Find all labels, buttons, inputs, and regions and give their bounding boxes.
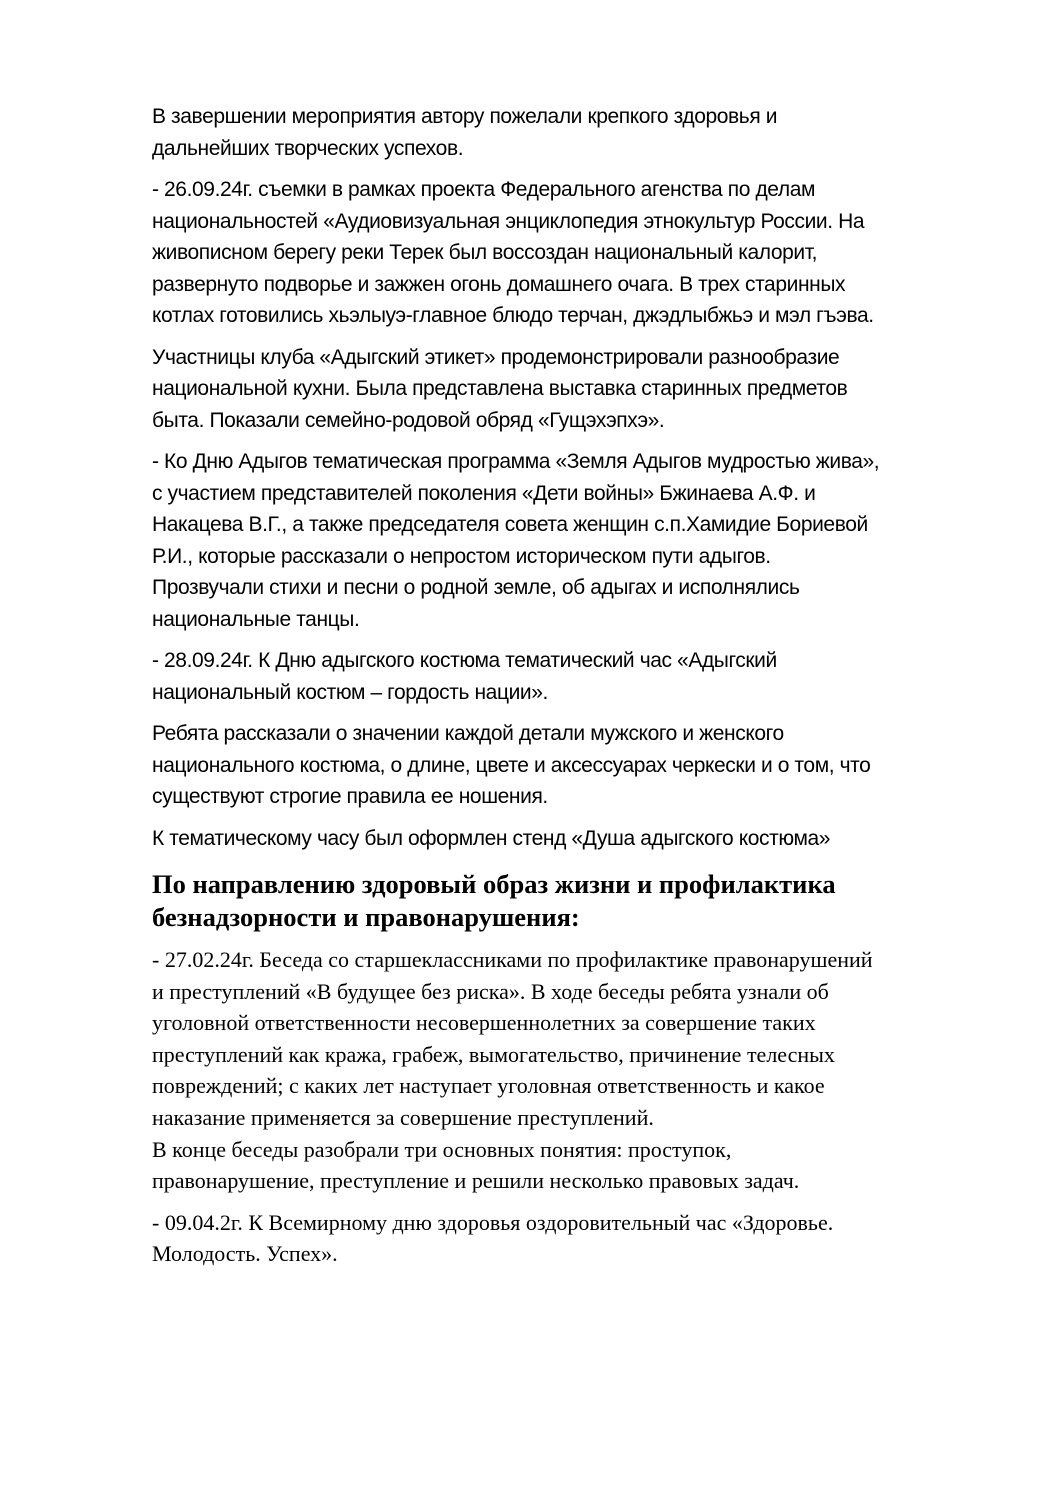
text-line: национального костюма, о длине, цвете и аксессуарах черкески и о том, что bbox=[152, 753, 871, 777]
text-line: быта. Показали семейно-родовой обряд «Гущэхэпхэ». bbox=[152, 408, 665, 432]
heading-line: По направлению здоровый образ жизни и профилактика bbox=[152, 869, 836, 899]
text-line: повреждений; с каких лет наступает уголовная ответственность и какое bbox=[152, 1073, 825, 1099]
text-line: национальной кухни. Была представлена выставка старинных предметов bbox=[152, 377, 848, 400]
text-line: В завершении мероприятия автору пожелали крепкого здоровья и bbox=[152, 105, 778, 128]
text-line: живописном берегу реки Терек был воссоздан национальный калорит, bbox=[152, 241, 818, 264]
text-line: преступлений как кража, грабеж, вымогательство, причинение телесных bbox=[152, 1041, 835, 1067]
heading-line: безнадзорности и правонарушения: bbox=[152, 902, 580, 932]
text-line: развернуто подворье и зажжен огонь домашнего очага. В трех старинных bbox=[152, 272, 846, 296]
text-line: национальный костюм – гордость нации». bbox=[152, 680, 548, 704]
text-line: Р.И., которые рассказали о непростом историческом пути адыгов. bbox=[152, 544, 771, 568]
paragraph-closing-wishes bbox=[152, 101, 982, 164]
text-line: существуют строгие правила ее ношения. bbox=[152, 785, 548, 808]
text-line: национальные танцы. bbox=[152, 607, 360, 631]
section-heading bbox=[152, 868, 982, 934]
document-body bbox=[152, 101, 982, 1280]
text-line: правонарушение, преступление и решили несколько правовых задач. bbox=[152, 1168, 800, 1194]
text-line: и преступлений «В будущее без риска». В ходе беседы ребята узнали об bbox=[152, 978, 829, 1004]
paragraph-filming-project bbox=[152, 174, 982, 332]
text-line: К тематическому часу был оформлен стенд «Душа адыгского костюма» bbox=[152, 826, 831, 850]
text-line: В конце беседы разобрали три основных понятия: проступок, bbox=[152, 1136, 732, 1162]
text-line: - 28.09.24г. К Дню адыгского костюма тематический час «Адыгский bbox=[152, 649, 777, 672]
paragraph-health-day bbox=[152, 1207, 982, 1270]
text-line: Накацева В.Г., а также председателя совета женщин с.п.Хамидие Бориевой bbox=[152, 513, 868, 536]
text-line: - 09.04.2г. К Всемирному дню здоровья оздоровительный час «Здоровье. bbox=[152, 1209, 834, 1235]
paragraph-adyg-day-program bbox=[152, 446, 982, 635]
text-line: с участием представителей поколения «Дети войны» Бжинаева А.Ф. и bbox=[152, 481, 816, 505]
text-line: котлах готовились хьэлыуэ-главное блюдо терчан, джэдлыбжьэ и мэл гъэва. bbox=[152, 304, 874, 327]
text-line: Молодость. Успех». bbox=[152, 1241, 338, 1267]
paragraph-prevention-talk bbox=[152, 944, 982, 1197]
text-line: Прозвучали стихи и песни о родной земле, об адыгах и исполнялись bbox=[152, 576, 800, 599]
text-line: уголовной ответственности несовершеннолетних за совершение таких bbox=[152, 1010, 816, 1036]
paragraph-costume-details bbox=[152, 718, 982, 813]
text-line: дальнейших творческих успехов. bbox=[152, 136, 464, 160]
paragraph-club-participants bbox=[152, 342, 982, 437]
text-line: - 26.09.24г. съемки в рамках проекта Федерального агенства по делам bbox=[152, 178, 816, 201]
text-line: - Ко Дню Адыгов тематическая программа «Земля Адыгов мудростью жива», bbox=[152, 450, 880, 473]
text-line: - 27.02.24г. Беседа со старшеклассниками по профилактике правонарушений bbox=[152, 947, 873, 972]
paragraph-costume-day bbox=[152, 645, 982, 708]
paragraph-costume-stand bbox=[152, 823, 982, 855]
text-line: наказание применяется за совершение преступлений. bbox=[152, 1104, 654, 1130]
text-line: национальностей «Аудиовизуальная энциклопедия этнокультур России. На bbox=[152, 209, 865, 233]
text-line: Ребята рассказали о значении каждой детали мужского и женского bbox=[152, 722, 784, 745]
text-line: Участницы клуба «Адыгский этикет» продемонстрировали разнообразие bbox=[152, 345, 840, 369]
